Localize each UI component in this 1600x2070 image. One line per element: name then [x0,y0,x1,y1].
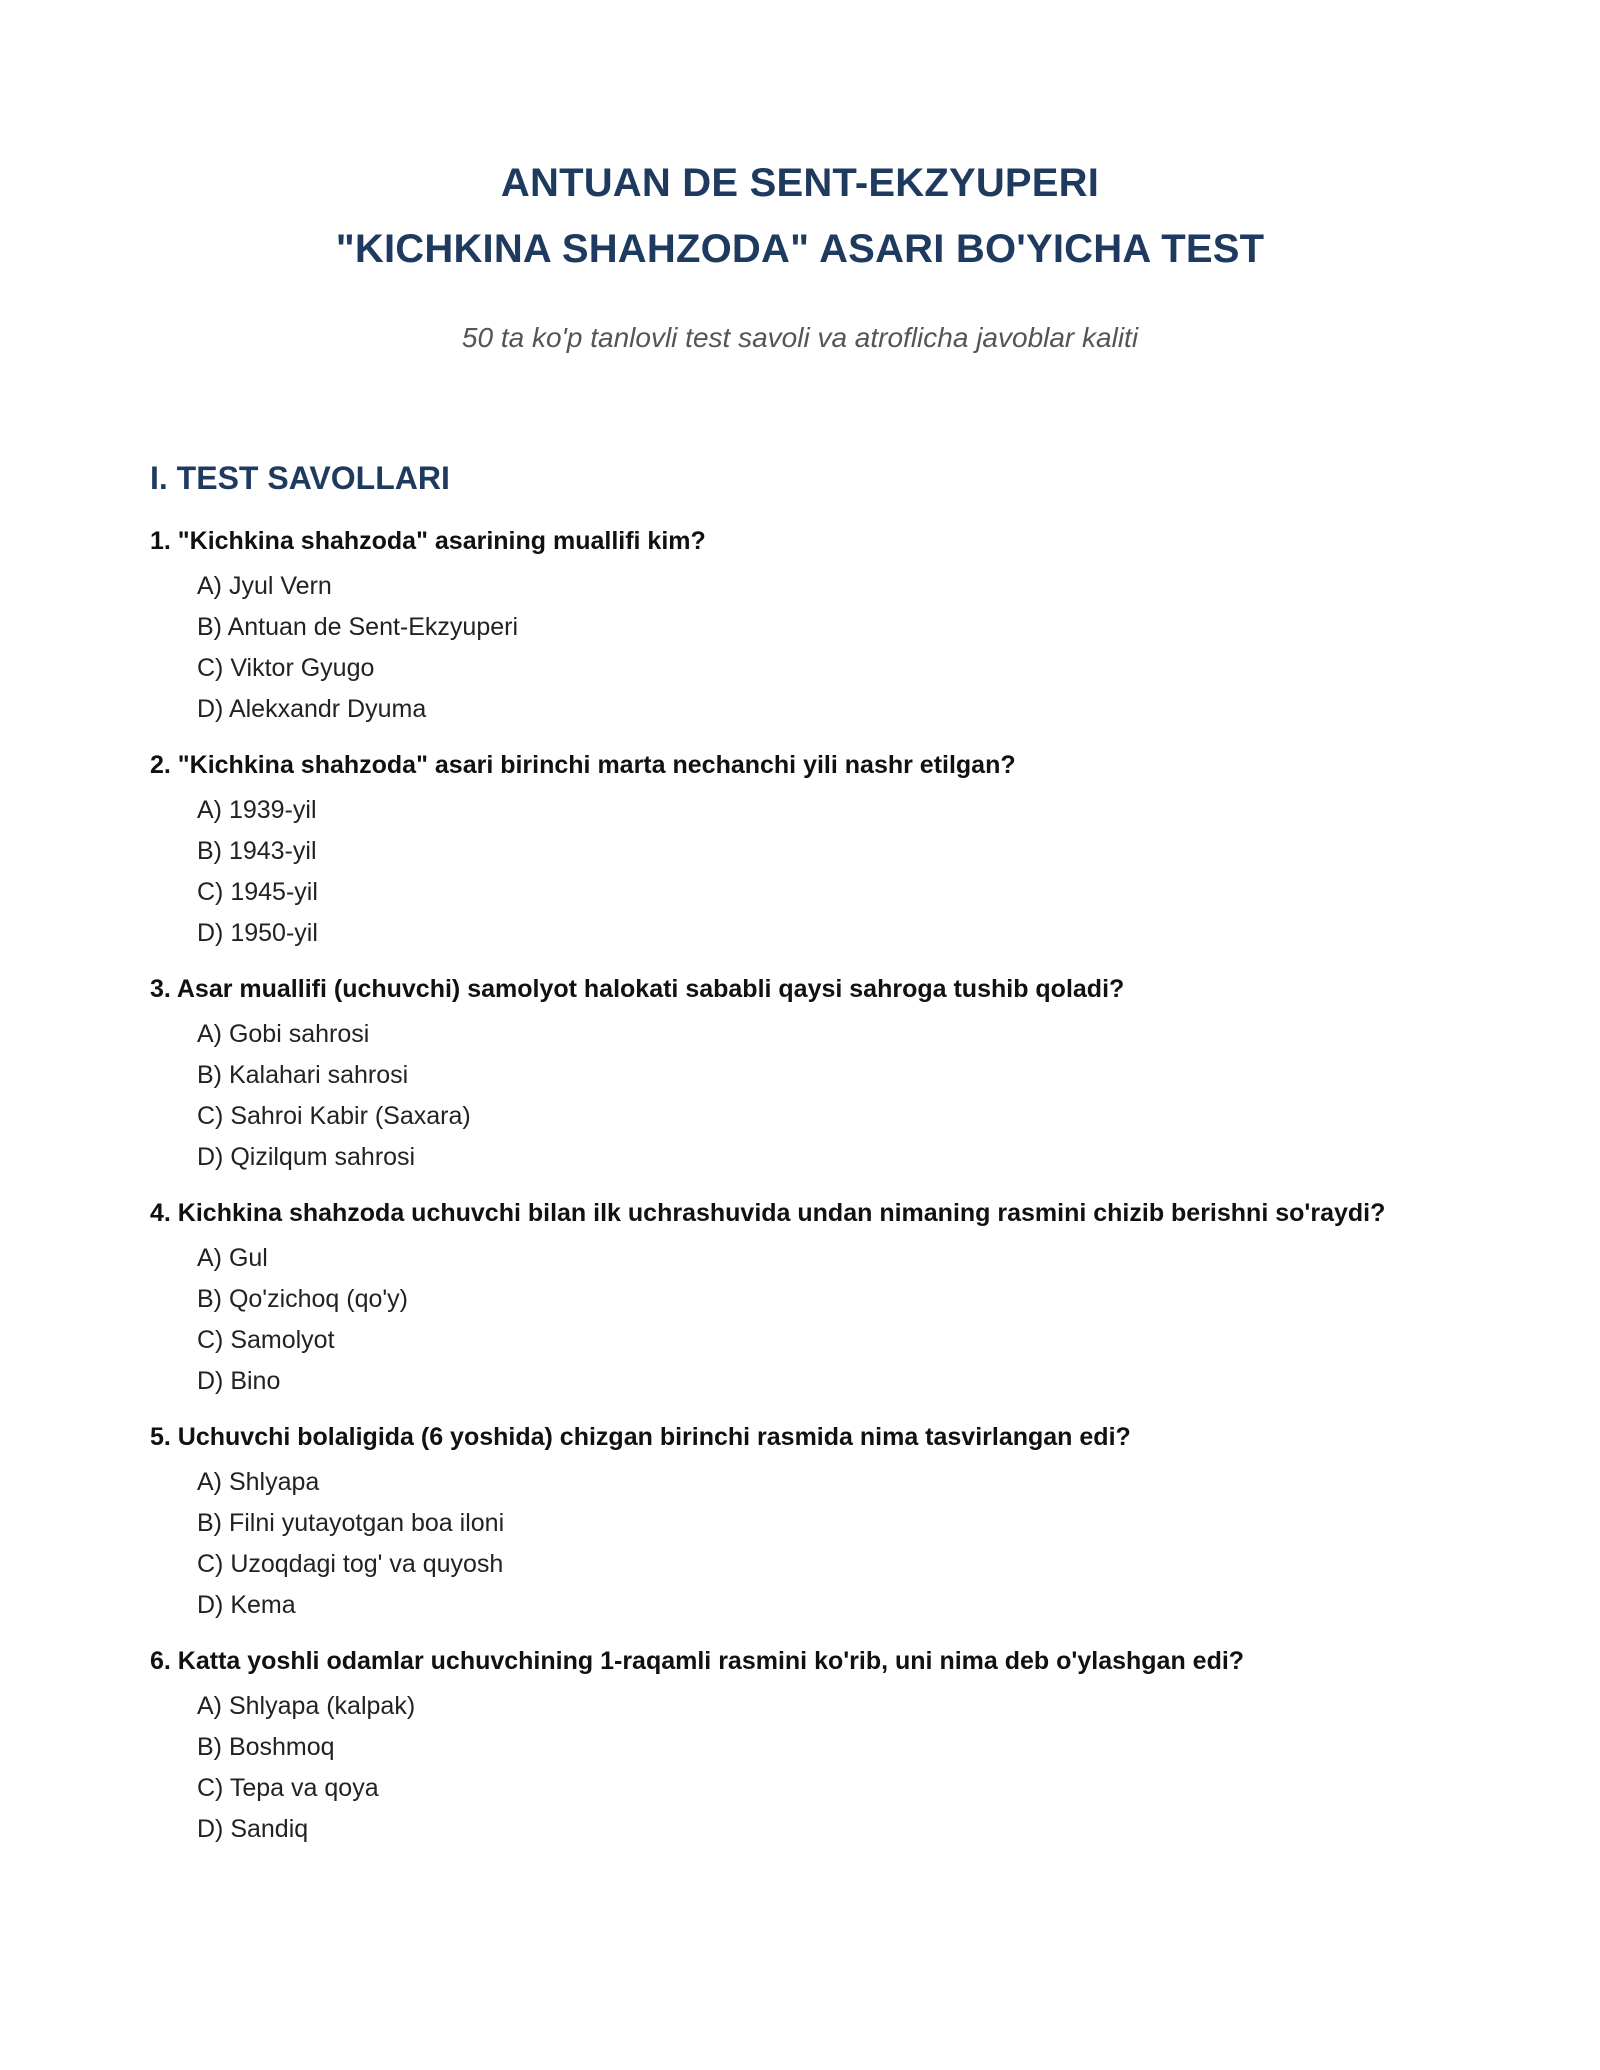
answer-options [150,1462,1450,1626]
question-5 [150,1416,1450,1626]
question-3 [150,968,1450,1178]
document-subtitle: 50 ta ko'p tanlovli test savoli va atroflicha javoblar kaliti [461,322,1139,353]
option-d: D) Qizilqum sahrosi [197,1143,416,1171]
option-a: A) Shlyapa [197,1468,320,1496]
option-c: C) Samolyot [197,1326,335,1354]
option-c: C) Viktor Gyugo [197,654,375,682]
option-d: D) Kema [197,1591,296,1619]
option-a: A) Jyul Vern [197,572,332,600]
option-a: A) Shlyapa (kalpak) [197,1692,416,1720]
answer-options [150,1686,1450,1850]
option-c: C) Tepa va qoya [197,1774,379,1802]
option-c: C) Sahroi Kabir (Saxara) [197,1102,471,1130]
question-text: 2. "Kichkina shahzoda" asari birinchi marta nechanchi yili nashr etilgan? [150,751,1016,779]
question-4 [150,1192,1450,1402]
title-block [150,150,1450,356]
option-b: B) Qo'zichoq (qo'y) [197,1285,409,1313]
document-title-author: ANTUAN DE SENT-EKZYUPERI [500,161,1100,205]
option-c: C) Uzoqdagi tog' va quyosh [197,1550,504,1578]
option-c: C) 1945-yil [197,878,318,906]
answer-options [150,790,1450,954]
question-text: 4. Kichkina shahzoda uchuvchi bilan ilk uchrashuvida undan nimaning rasmini chizib berishni so'raydi? [150,1199,1386,1227]
section-heading: I. TEST SAVOLLARI [150,460,450,496]
question-list [150,520,1450,1850]
option-b: B) Antuan de Sent-Ekzyuperi [197,613,519,641]
question-2 [150,744,1450,954]
document-title-work: "KICHKINA SHAHZODA" ASARI BO'YICHA TEST [335,227,1265,271]
question-6 [150,1640,1450,1850]
question-text: 6. Katta yoshli odamlar uchuvchining 1-raqamli rasmini ko'rib, uni nima deb o'ylashgan edi? [150,1647,1245,1675]
question-text: 1. "Kichkina shahzoda" asarining muallifi kim? [150,527,706,555]
option-a: A) Gul [197,1244,268,1272]
question-1 [150,520,1450,730]
option-b: B) 1943-yil [197,837,317,865]
option-b: B) Boshmoq [197,1733,335,1761]
option-d: D) Bino [197,1367,281,1395]
option-b: B) Filni yutayotgan boa iloni [197,1509,505,1537]
option-d: D) 1950-yil [197,919,318,947]
answer-options [150,1014,1450,1178]
option-b: B) Kalahari sahrosi [197,1061,409,1089]
option-a: A) 1939-yil [197,796,317,824]
answer-options [150,1238,1450,1402]
question-text: 5. Uchuvchi bolaligida (6 yoshida) chizgan birinchi rasmida nima tasvirlangan edi? [150,1423,1131,1451]
option-a: A) Gobi sahrosi [197,1020,370,1048]
option-d: D) Alekxandr Dyuma [197,695,427,723]
answer-options [150,566,1450,730]
option-d: D) Sandiq [197,1815,309,1843]
question-text: 3. Asar muallifi (uchuvchi) samolyot halokati sababli qaysi sahroga tushib qoladi? [150,975,1125,1003]
